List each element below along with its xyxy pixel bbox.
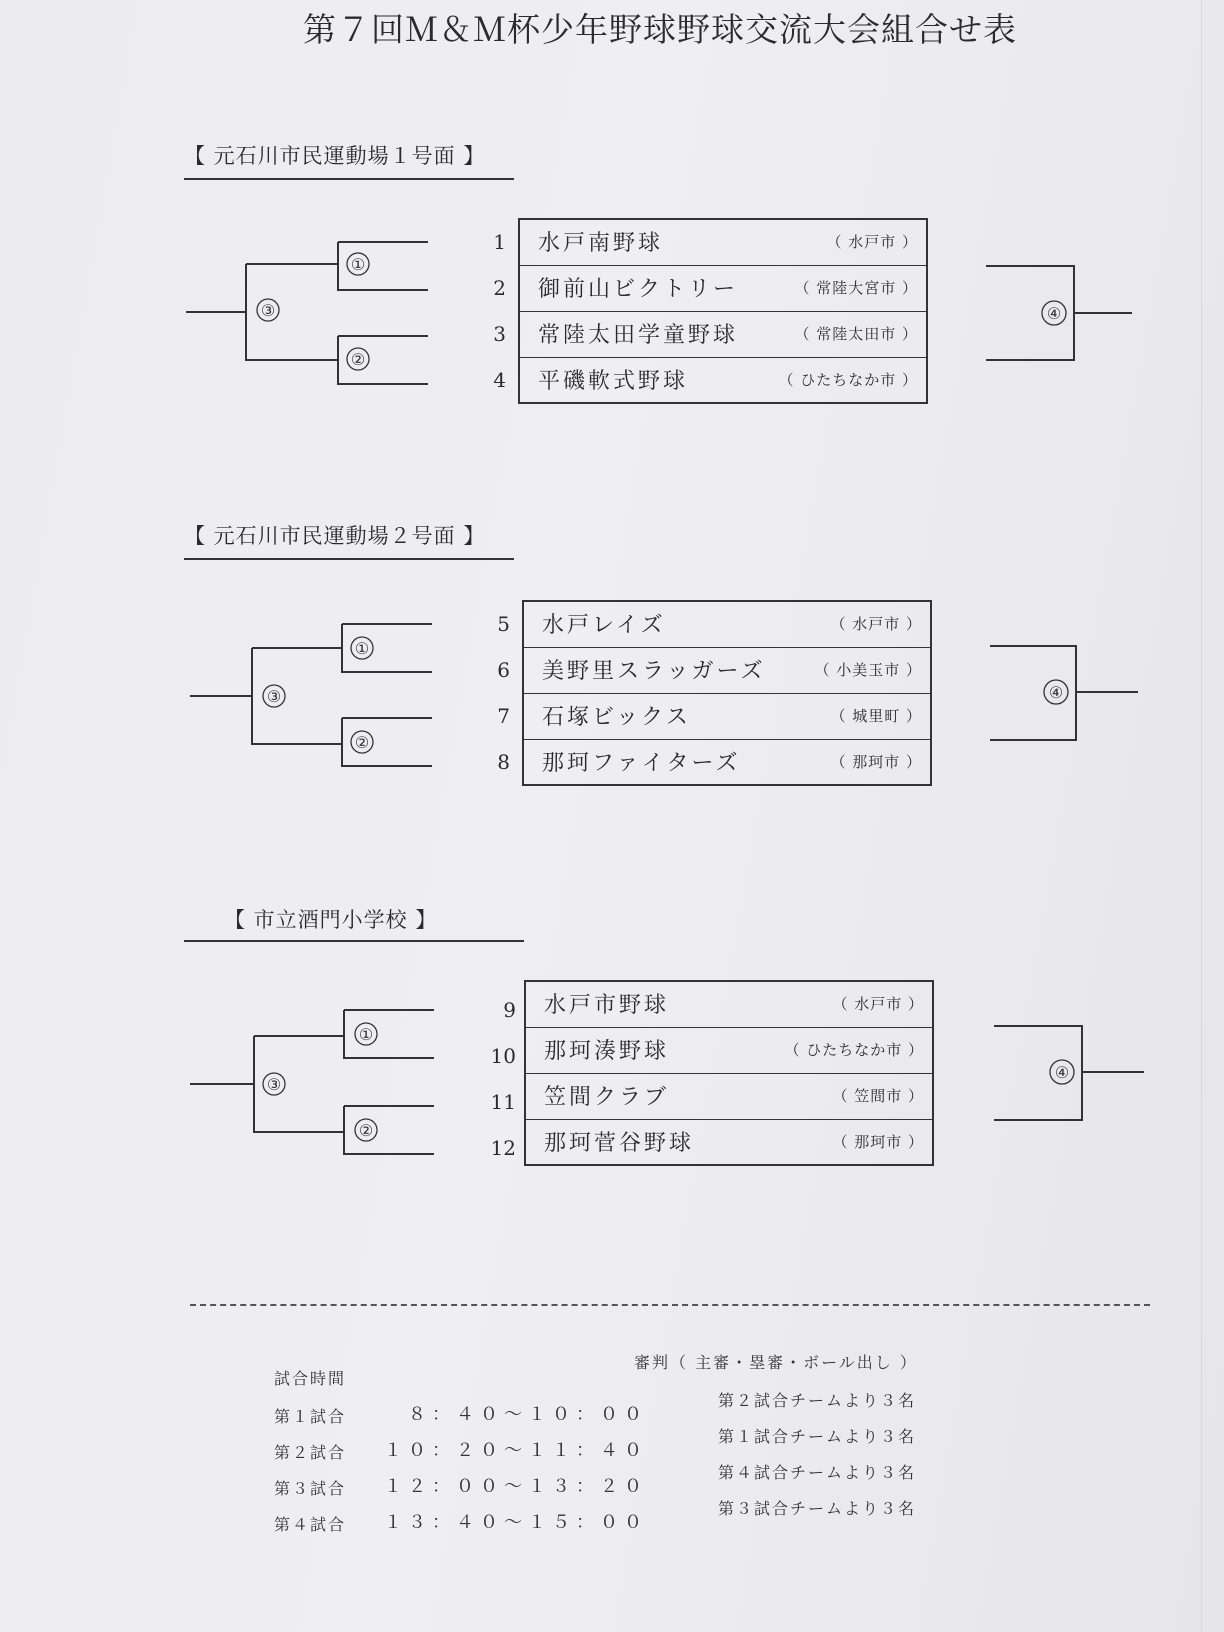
team-city: （ 城里町 ） bbox=[830, 707, 922, 725]
footer-divider bbox=[190, 1304, 1150, 1306]
team-city: （ 水戸市 ） bbox=[826, 233, 918, 251]
umpire-row: 第４試合チームより３名 bbox=[718, 1463, 917, 1482]
team-number: 5 bbox=[497, 612, 510, 636]
team-name: 笠間クラブ bbox=[544, 1085, 670, 1110]
game-label: 第１試合 bbox=[274, 1407, 347, 1426]
team-name: 美野里スラッガーズ bbox=[542, 659, 766, 684]
team-name: 水戸市野球 bbox=[544, 993, 670, 1018]
team-city: （ 常陸大宮市 ） bbox=[794, 279, 918, 297]
team-number: 1 bbox=[493, 230, 506, 254]
umpire-row: 第２試合チームより３名 bbox=[718, 1391, 917, 1410]
game-2-label: ② bbox=[350, 350, 366, 369]
team-city: （ 水戸市 ） bbox=[832, 995, 924, 1013]
game-4-label: ④ bbox=[1048, 683, 1064, 702]
team-row bbox=[526, 1074, 932, 1120]
team-row bbox=[520, 312, 926, 358]
schedule-heading: 試合時間 bbox=[274, 1369, 347, 1388]
team-city: （ 笠間市 ） bbox=[832, 1087, 924, 1105]
team-number: 6 bbox=[497, 658, 510, 682]
game-3-label: ③ bbox=[260, 301, 276, 320]
team-row bbox=[524, 694, 930, 740]
game-time: １３：４０～１５：００ bbox=[384, 1512, 648, 1533]
venue-section-2 bbox=[0, 518, 1224, 858]
game-3-label: ③ bbox=[266, 1075, 282, 1094]
team-row bbox=[524, 740, 930, 786]
team-table bbox=[518, 218, 928, 404]
page-title: 第７回Ｍ＆Ｍ杯少年野球野球交流大会組合せ表 bbox=[303, 10, 1017, 49]
team-city: （ 水戸市 ） bbox=[830, 615, 922, 633]
team-number: 11 bbox=[490, 1090, 516, 1114]
team-name: 石塚ビックス bbox=[542, 705, 691, 730]
team-name: 那珂湊野球 bbox=[544, 1039, 670, 1064]
game-time: １０：２０～１１：４０ bbox=[384, 1440, 648, 1461]
game-2-label: ② bbox=[358, 1121, 374, 1140]
game-4-label: ④ bbox=[1054, 1063, 1070, 1082]
team-city: （ 那珂市 ） bbox=[832, 1133, 924, 1151]
venue-heading: 【 元石川市民運動場２号面 】 bbox=[184, 518, 514, 560]
team-name: 常陸太田学童野球 bbox=[538, 323, 739, 348]
team-number: 10 bbox=[490, 1044, 516, 1068]
team-city: （ 小美玉市 ） bbox=[814, 661, 922, 679]
team-table bbox=[522, 600, 932, 786]
team-name: 那珂菅谷野球 bbox=[544, 1131, 695, 1156]
umpire-row: 第３試合チームより３名 bbox=[718, 1499, 917, 1518]
team-number: 12 bbox=[490, 1136, 516, 1160]
venue-section-1 bbox=[0, 138, 1224, 478]
team-number: 2 bbox=[493, 276, 506, 300]
team-city: （ ひたちなか市 ） bbox=[784, 1041, 924, 1059]
team-number: 4 bbox=[493, 368, 506, 392]
game-label: 第４試合 bbox=[274, 1515, 347, 1534]
team-row bbox=[526, 982, 932, 1028]
team-name: 水戸南野球 bbox=[538, 231, 664, 256]
team-name: 水戸レイズ bbox=[542, 613, 666, 638]
venue-heading: 【 市立酒門小学校 】 bbox=[184, 902, 524, 942]
game-3-label: ③ bbox=[266, 687, 282, 706]
team-number: 9 bbox=[503, 998, 516, 1022]
team-city: （ ひたちなか市 ） bbox=[778, 371, 918, 389]
venue-section-3 bbox=[0, 902, 1224, 1242]
team-row bbox=[526, 1028, 932, 1074]
team-row bbox=[524, 648, 930, 694]
team-row bbox=[520, 266, 926, 312]
team-city: （ 那珂市 ） bbox=[830, 753, 922, 771]
team-table bbox=[524, 980, 934, 1166]
team-number: 8 bbox=[497, 750, 510, 774]
game-time: １２：００～１３：２０ bbox=[384, 1476, 648, 1497]
game-time: ８：４０～１０：００ bbox=[408, 1404, 648, 1425]
team-city: （ 常陸太田市 ） bbox=[794, 325, 918, 343]
team-row bbox=[520, 358, 926, 404]
game-1-label: ① bbox=[358, 1025, 374, 1044]
team-row bbox=[520, 220, 926, 266]
team-name: 那珂ファイターズ bbox=[542, 751, 741, 776]
team-row bbox=[526, 1120, 932, 1166]
team-number: 7 bbox=[497, 704, 510, 728]
umpire-heading: 審判（ 主審・塁審・ボール出し ） bbox=[634, 1353, 918, 1372]
game-1-label: ① bbox=[354, 639, 370, 658]
team-row bbox=[524, 602, 930, 648]
game-label: 第３試合 bbox=[274, 1479, 347, 1498]
game-1-label: ① bbox=[350, 255, 366, 274]
umpire-row: 第１試合チームより３名 bbox=[718, 1427, 917, 1446]
team-name: 御前山ビクトリー bbox=[538, 277, 739, 302]
game-4-label: ④ bbox=[1046, 304, 1062, 323]
venue-heading: 【 元石川市民運動場１号面 】 bbox=[184, 138, 514, 180]
game-label: 第２試合 bbox=[274, 1443, 347, 1462]
team-name: 平磯軟式野球 bbox=[538, 369, 689, 394]
game-2-label: ② bbox=[354, 733, 370, 752]
team-number: 3 bbox=[493, 322, 506, 346]
